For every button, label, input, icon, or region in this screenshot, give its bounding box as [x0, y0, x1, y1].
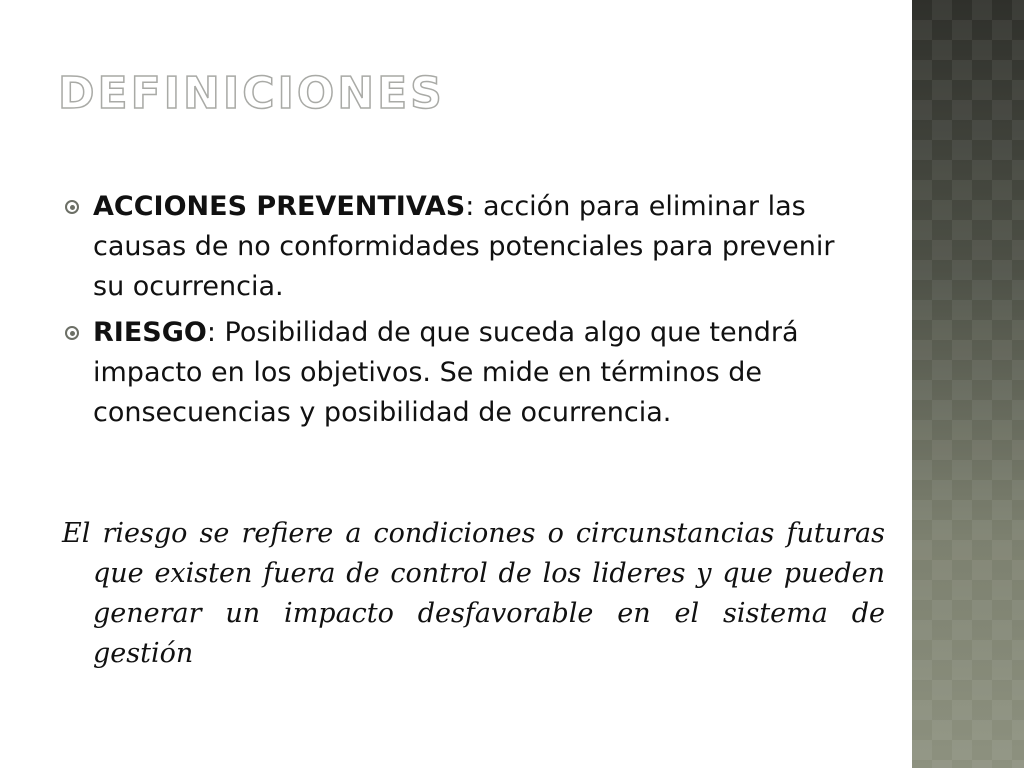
- risk-note-paragraph: El riesgo se refiere a condiciones o circunstancias futuras que existen fuera de control de los lideres y que pueden generar un impacto desfavorable en el sistema de gestión: [62, 518, 885, 669]
- slide-title: DEFINICIONES: [58, 68, 445, 119]
- bullet-circle-icon: [65, 200, 79, 214]
- decorative-side-panel: [912, 0, 1024, 768]
- term-separator: :: [465, 191, 475, 222]
- definitions-list: [62, 187, 862, 439]
- definition-text: Posibilidad de que suceda algo que tendrá impacto en los objetivos. Se mide en términos de consecuencias y posibilidad de ocurrencia.: [93, 317, 799, 428]
- bullet-circle-icon: [65, 326, 79, 340]
- definition-preventive-actions: [62, 187, 862, 307]
- definition-text: acción para eliminar las causas de no conformidades potenciales para prevenir su ocurrencia.: [93, 191, 835, 302]
- definition-risk: [62, 313, 862, 433]
- definition-term: RIESGO: [93, 317, 207, 348]
- term-separator: :: [206, 317, 216, 348]
- definition-term: ACCIONES PREVENTIVAS: [93, 191, 466, 222]
